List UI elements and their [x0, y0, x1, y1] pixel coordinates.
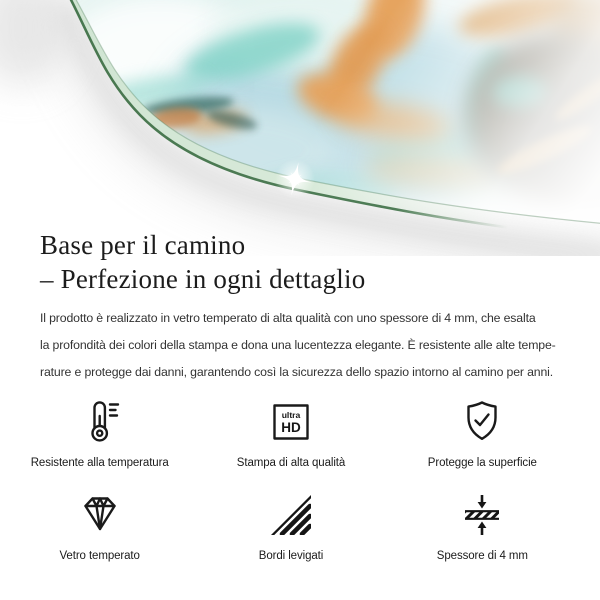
description-line: la profondità dei colori della stampa e dona una lucentezza elegante. È resistente alle alte tempe-: [40, 338, 556, 352]
thickness-4mm-icon: [458, 489, 506, 541]
feature-tempered-glass: [4, 489, 195, 562]
feature-label: Vetro temperato: [59, 550, 140, 562]
description-line: rature e protegge dai danni, garantendo così la sicurezza dello spazio intorno al camino per anni.: [40, 365, 554, 379]
svg-text:ultra: ultra: [281, 410, 301, 420]
title-line-2: – Perfezione in ogni dettaglio: [40, 264, 366, 294]
page-title: [40, 228, 564, 296]
svg-text:HD: HD: [281, 420, 301, 435]
feature-label: Spessore di 4 mm: [436, 550, 528, 562]
feature-label: Bordi levigati: [258, 550, 324, 562]
feature-surface-protection: [387, 396, 578, 469]
feature-polished-edges: [195, 489, 386, 562]
ultra-hd-icon: [267, 396, 315, 448]
title-line-1: Base per il camino: [40, 230, 246, 260]
feature-temperature-resistant: [4, 396, 195, 469]
thermometer-icon: [76, 396, 124, 448]
product-description: [40, 305, 564, 386]
description-line: Il prodotto è realizzato in vetro temperato di alta qualità con uno spessore di 4 mm, che esalta: [40, 311, 536, 325]
feature-label: Stampa di alta qualità: [236, 457, 346, 469]
glass-panel-art: [0, 0, 600, 256]
polished-edges-icon: [267, 489, 315, 541]
diamond-icon: [76, 489, 124, 541]
feature-label: Resistente alla temperatura: [30, 457, 169, 469]
feature-thickness: [387, 489, 578, 562]
feature-label: Protegge la superficie: [427, 457, 537, 469]
feature-print-quality: [195, 396, 386, 469]
feature-grid: [4, 396, 578, 562]
product-image: [0, 0, 600, 256]
shield-check-icon: [458, 396, 506, 448]
